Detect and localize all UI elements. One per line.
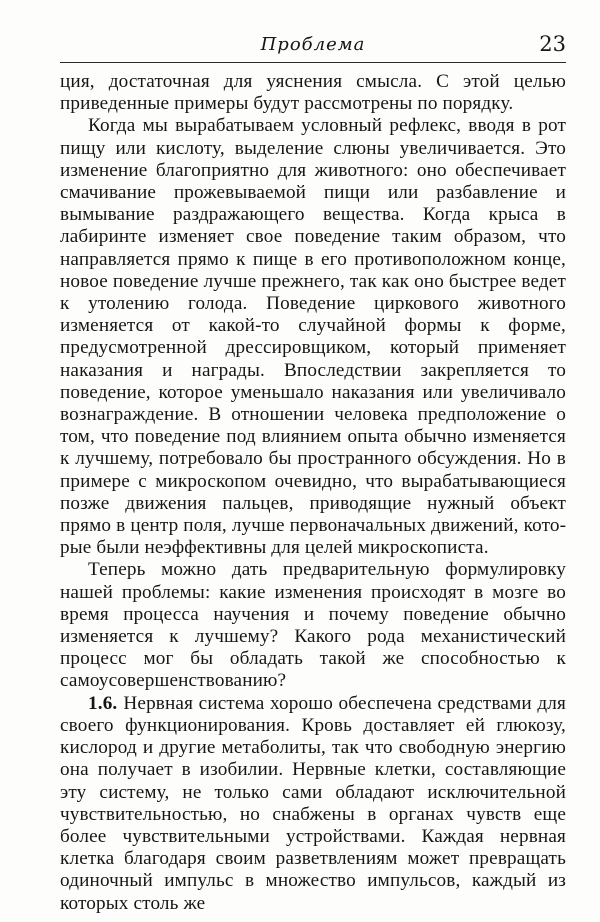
paragraph-problem-statement: Теперь можно дать предварительную формулировку нашей проблемы: какие изменения происходят в мозге во время процесса научения и почему поведение обычно изменяется к лучшему? Какого рода механистический процесс мог бы обладать такой же способностью к самоусовершенствованию? [60, 559, 566, 692]
header-rule [60, 62, 566, 63]
section-number: 1.6. [88, 692, 118, 714]
running-header-title: Проблема [260, 34, 366, 55]
body-text [60, 71, 566, 922]
running-header [60, 32, 566, 58]
paragraph-conditioned-reflex: Когда мы вырабатываем условный рефлекс, вводя в рот пищу или кислоту, выделение слюны увеличивается. Это изменение благоприятно для животного: оно обеспечивает смачивание прожевываемой пищи или разбавление и вымывание раздражающего вещества. Когда крыса в лабиринте изменяет свое поведение таким образом, что направляется прямо к пище в его противоположном конце, новое поведение лучше прежнего, так как оно быстрее ведет к утолению голода. Поведение циркового животного изменяется от какой-то случайной формы к форме, предусмотренной дрессировщиком, который применяет наказания и награды. Впоследствии закрепляется то поведение, которое уменьшало наказания или увеличивало вознаграждение. В отношении человека предположение о том, что поведение под влиянием опыта обычно изменяется к лучшему, потребовало бы пространного обсуждения. Но в примере с микроскопом очевидно, что вырабатывающиеся позже движения пальцев, приводящие нужный объект прямо в центр поля, лучше первоначальных движений, которые были неэффективны для целей микроскописта. [60, 115, 566, 559]
paragraph-continuation: ция, достаточная для уяснения смысла. С этой целью приведенные примеры будут рассмотрены по порядку. [60, 71, 566, 115]
page-number: 23 [539, 32, 566, 56]
section-1-6-text: Нервная система хорошо обеспечена средствами для своего функционирования. Кровь доставляет ей глюкозу, кислород и другие метаболиты, так что свободную энергию она получает в изобилии. Нервные клетки, составляющие эту систему, не только сами обладают исключительной чувствительностью, но снабжены в органах чувств еще более чувствительными устройствами. Каждая нервная клетка благодаря своим разветвлениям может превращать одиночный импульс в множество импульсов, каждый из которых столь же [60, 692, 566, 914]
paragraph-section-1-6 [60, 693, 566, 915]
